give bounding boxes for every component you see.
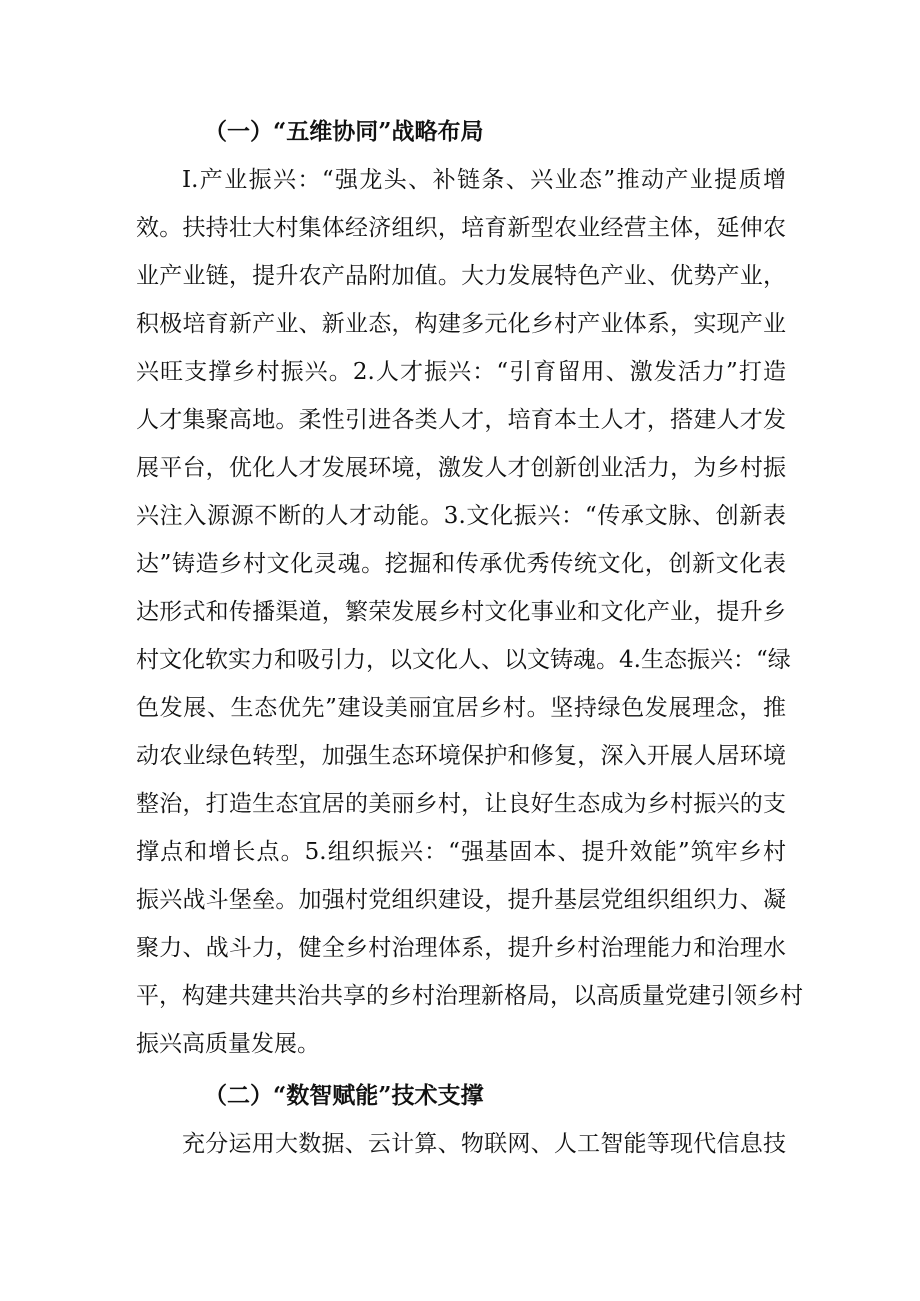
paragraph-line: 撑点和增长点。5.组织振兴：“强基固本、提升效能”筑牢乡村 — [136, 839, 786, 865]
section-heading-1: （一）“五维协同”战略布局 — [204, 118, 484, 145]
paragraph-line: 动农业绿色转型，加强生态环境保护和修复，深入开展人居环境 — [136, 743, 786, 769]
paragraph-line: 充分运用大数据、云计算、物联网、人工智能等现代信息技 — [182, 1131, 786, 1157]
paragraph-line: 达形式和传播渠道，繁荣发展乡村文化事业和文化产业，提升乡 — [136, 599, 786, 625]
paragraph-line: 振兴高质量发展。 — [136, 1031, 320, 1057]
paragraph-line: 村文化软实力和吸引力，以文化人、以文铸魂。4.生态振兴：“绿 — [136, 647, 791, 673]
paragraph-line: 平，构建共建共治共享的乡村治理新格局，以高质量党建引领乡村 — [136, 983, 803, 1009]
paragraph-line: 效。扶持壮大村集体经济组织，培育新型农业经营主体，延伸农 — [136, 215, 786, 241]
paragraph-line: 业产业链，提升农产品附加值。大力发展特色产业、优势产业， — [136, 263, 786, 289]
section-1-paragraph — [136, 156, 803, 1068]
section-heading-2: （二）“数智赋能”技术支撑 — [204, 1082, 484, 1109]
paragraph-line: 达”铸造乡村文化灵魂。挖掘和传承优秀传统文化，创新文化表 — [136, 551, 786, 577]
section-2-paragraph — [136, 1120, 786, 1168]
document-page — [136, 108, 803, 1168]
paragraph-line: 兴旺支撑乡村振兴。2.人才振兴：“引育留用、激发活力”打造 — [136, 359, 786, 385]
paragraph-line: 聚力、战斗力，健全乡村治理体系，提升乡村治理能力和治理水 — [136, 935, 786, 961]
paragraph-line: 兴注入源源不断的人才动能。3.文化振兴：“传承文脉、创新表 — [136, 503, 786, 529]
paragraph-line: 整治，打造生态宜居的美丽乡村，让良好生态成为乡村振兴的支 — [136, 791, 786, 817]
paragraph-line: 色发展、生态优先”建设美丽宜居乡村。坚持绿色发展理念，推 — [136, 695, 786, 721]
paragraph-line: I.产业振兴：“强龙头、补链条、兴业态”推动产业提质增 — [182, 167, 786, 193]
paragraph-line: 展平台，优化人才发展环境，激发人才创新创业活力，为乡村振 — [136, 455, 786, 481]
paragraph-line: 积极培育新产业、新业态，构建多元化乡村产业体系，实现产业 — [136, 311, 786, 337]
paragraph-line: 振兴战斗堡垒。加强村党组织建设，提升基层党组织组织力、凝 — [136, 887, 786, 913]
paragraph-line: 人才集聚高地。柔性引进各类人才，培育本土人才，搭建人才发 — [136, 407, 786, 433]
